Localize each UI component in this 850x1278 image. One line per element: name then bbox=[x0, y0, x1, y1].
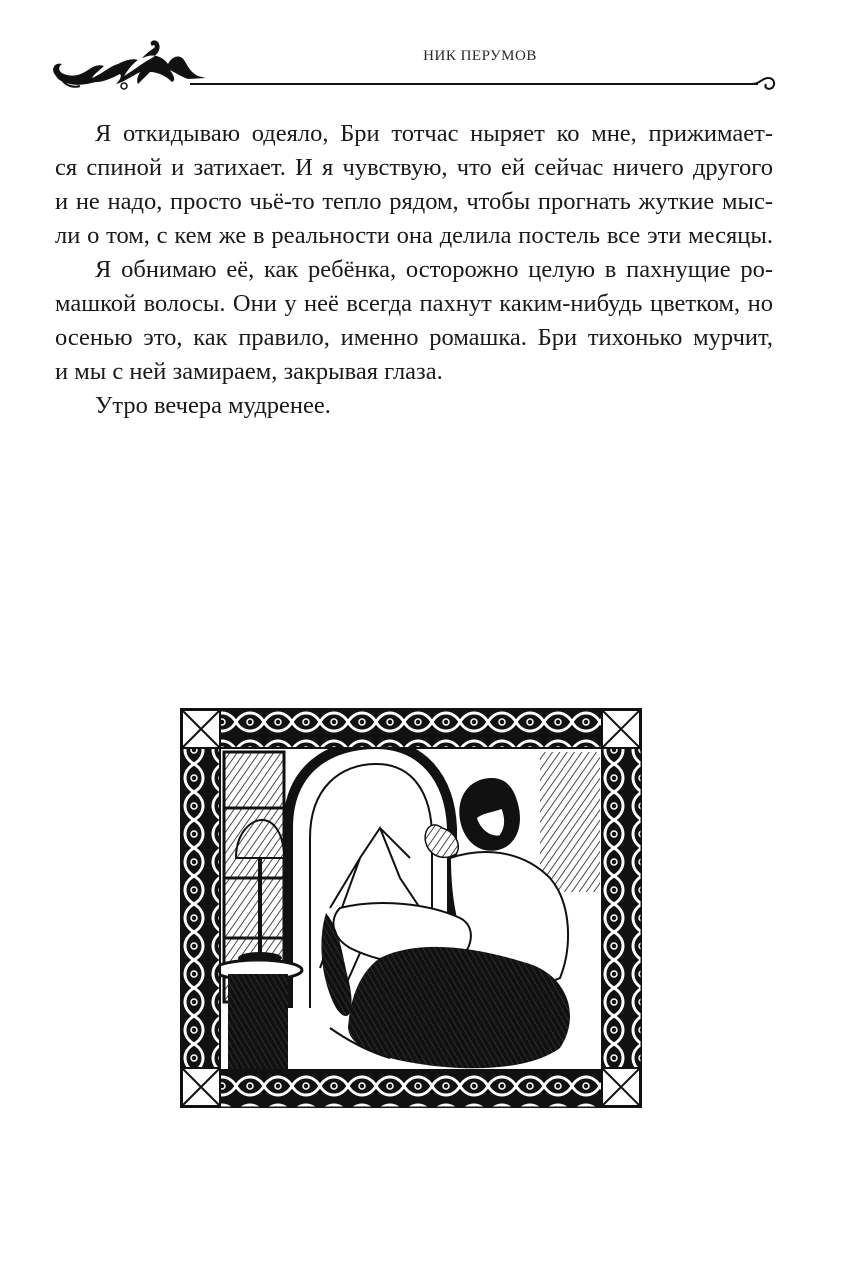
paragraph-1 bbox=[55, 117, 773, 253]
paragraph-2 bbox=[55, 253, 773, 389]
text-line: и не надо, просто чьё-то тепло рядом, чтобы прогнать жуткие мыс- bbox=[55, 188, 773, 215]
text-line: машкой волосы. Они у неё всегда пахнут каким-нибудь цветком, но bbox=[55, 290, 773, 317]
illustration bbox=[180, 708, 642, 1108]
body-text bbox=[55, 117, 773, 423]
text-line: Я откидываю одеяло, Бри тотчас ныряет ко мне, прижимает- bbox=[95, 120, 773, 147]
floral-scroll-ornament-icon bbox=[48, 36, 208, 94]
running-head-author: НИК ПЕРУМОВ bbox=[423, 48, 537, 64]
text-line: ся спиной и затихает. И я чувствую, что ей сейчас ничего другого bbox=[55, 154, 773, 181]
header-rule bbox=[190, 60, 780, 100]
text-line: ли о том, с кем же в реальности она делила постель все эти месяцы. bbox=[55, 222, 773, 249]
curl-flourish-icon bbox=[752, 78, 774, 89]
paragraph-3 bbox=[55, 389, 773, 423]
page-header bbox=[0, 0, 850, 100]
text-line: осенью это, как правило, именно ромашка. Бри тихонько мурчит, bbox=[55, 324, 773, 351]
text-line: Утро вечера мудренее. bbox=[95, 392, 331, 419]
text-line: и мы с ней замираем, закрывая глаза. bbox=[55, 358, 443, 385]
text-line: Я обнимаю её, как ребёнка, осторожно целую в пахнущие ро- bbox=[95, 256, 773, 283]
